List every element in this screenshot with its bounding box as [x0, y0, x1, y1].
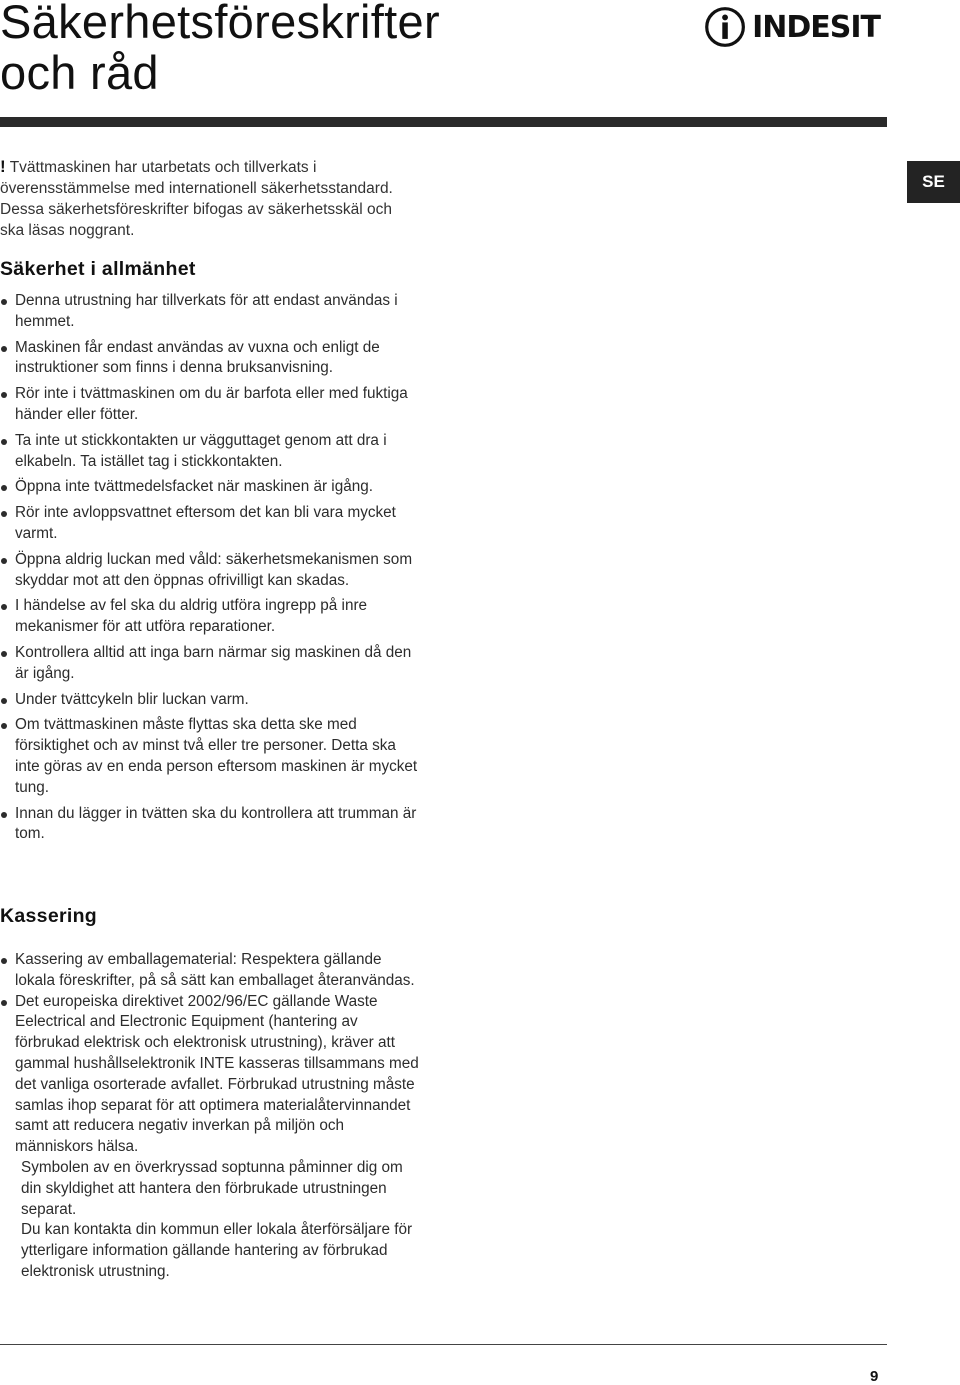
- list-item: Innan du lägger in tvätten ska du kontrollera att trumman är tom.: [0, 804, 420, 846]
- weee-contact-paragraph: Du kan kontakta din kommun eller lokala återförsäljare för ytterligare information gällande hantering av förbrukad elektronisk utrustning.: [21, 1221, 413, 1280]
- bullet-icon: [1, 698, 7, 704]
- bullet-icon: [1, 299, 7, 305]
- list-item: Öppna aldrig luckan med våld: säkerhetsmekanismen som skyddar mot att den öppnas ofrivilligt kan skadas.: [0, 550, 420, 592]
- bullet-icon: [1, 1000, 7, 1006]
- list-item: I händelse av fel ska du aldrig utföra ingrepp på inre mekanismer för att utföra reparationer.: [0, 596, 420, 638]
- weee-paragraph: Det europeiska direktivet 2002/96/EC gällande Waste Eelectrical and Electronic Equipment (hantering av förbrukad elektrisk och elektronisk utrustning), kräver att gammal hushållselektronik INTE kasseras tillsammans med det vanliga osorterade avfallet. Förbrukad utrustning måste samlas ihop separat för att optimera materialåtervinnandet samt att reducera negativ inverkan på miljön och människors hälsa.: [15, 992, 419, 1156]
- list-item: [0, 992, 420, 1283]
- section-heading-disposal: Kassering: [0, 905, 97, 927]
- footer-divider: [0, 1344, 887, 1345]
- bullet-icon: [1, 723, 7, 729]
- language-tab: SE: [907, 161, 960, 203]
- list-item: Rör inte i tvättmaskinen om du är barfota eller med fuktiga händer eller fötter.: [0, 384, 420, 426]
- bullet-icon: [1, 604, 7, 610]
- indesit-logo-icon: [704, 4, 746, 50]
- page-number: 9: [870, 1368, 879, 1385]
- bullet-icon: [1, 346, 7, 352]
- brand-name: INDESIT: [752, 9, 880, 45]
- list-item: Om tvättmaskinen måste flyttas ska detta ske med försiktighet och av minst två eller tre personer. Detta ska inte göras av en enda person eftersom maskinen är mycket tung.: [0, 715, 420, 798]
- section-heading-general-safety: Säkerhet i allmänhet: [0, 258, 196, 280]
- disposal-list: [0, 950, 420, 1283]
- intro-paragraph: [0, 156, 420, 241]
- list-item: Under tvättcykeln blir luckan varm.: [0, 690, 420, 711]
- intro-text: Tvättmaskinen har utarbetats och tillverkats i överensstämmelse med internationell säkerhetsstandard. Dessa säkerhetsföreskrifter bifogas av säkerhetsskäl och ska läsas noggrant.: [0, 159, 393, 239]
- bullet-icon: [1, 558, 7, 564]
- list-item: Kassering av emballagematerial: Respektera gällande lokala föreskrifter, på så sätt kan emballaget återanvändas.: [0, 950, 420, 992]
- page-title-line2: och råd: [0, 46, 159, 99]
- list-item: Denna utrustning har tillverkats för att endast användas i hemmet.: [0, 291, 420, 333]
- list-item: Maskinen får endast användas av vuxna och enligt de instruktioner som finns i denna bruksanvisning.: [0, 338, 420, 380]
- bullet-icon: [1, 439, 7, 445]
- bullet-icon: [1, 651, 7, 657]
- bullet-icon: [1, 485, 7, 491]
- warning-mark: !: [0, 157, 6, 176]
- bullet-icon: [1, 812, 7, 818]
- weee-symbol-paragraph: Symbolen av en överkryssad soptunna påminner dig om din skyldighet att hantera den förbrukade utrustningen separat.: [21, 1158, 403, 1218]
- page-title-line1: Säkerhetsföreskrifter: [0, 0, 440, 48]
- general-safety-list: [0, 291, 420, 850]
- brand-logo: [704, 4, 880, 50]
- list-item: Rör inte avloppsvattnet eftersom det kan bli vara mycket varmt.: [0, 503, 420, 545]
- list-item: Kontrollera alltid att inga barn närmar sig maskinen då den är igång.: [0, 643, 420, 685]
- list-item: Öppna inte tvättmedelsfacket när maskinen är igång.: [0, 477, 420, 498]
- main-content: [0, 156, 420, 1280]
- list-item: Ta inte ut stickkontakten ur vägguttaget genom att dra i elkabeln. Ta istället tag i stickkontakten.: [0, 431, 420, 473]
- header-divider: [0, 117, 887, 127]
- bullet-icon: [1, 511, 7, 517]
- page-title: [0, 0, 440, 98]
- bullet-icon: [1, 958, 7, 964]
- bullet-icon: [1, 392, 7, 398]
